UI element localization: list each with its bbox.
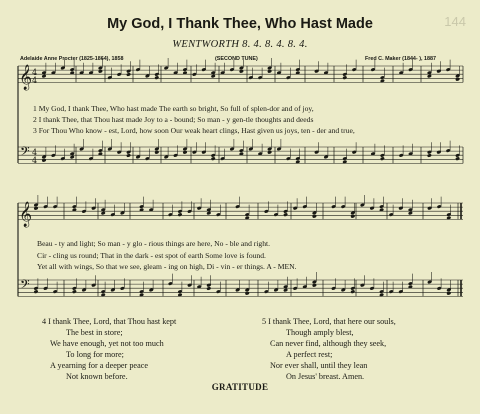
note-head xyxy=(350,290,355,294)
verse-line: The best in store; xyxy=(66,328,123,338)
verse-line: On Jesus' breast. Amen. xyxy=(286,372,365,382)
lyric-line: 1 My God, I thank Thee, Who hast made The earth so bright, So full of splen-dor and of joy, xyxy=(33,104,314,113)
note-head xyxy=(427,74,432,78)
note-head xyxy=(455,157,460,161)
bass-clef-icon: 𝄢 xyxy=(20,144,30,162)
hymn-title: My God, I Thank Thee, Who Hast Made xyxy=(107,16,373,32)
note-head xyxy=(183,150,188,154)
verse-line: Can never find, although they seek, xyxy=(270,339,387,349)
note-head xyxy=(350,214,355,218)
treble-clef-icon: 𝄞 xyxy=(19,202,33,227)
verse-line: Nor ever shall, until they lean xyxy=(270,361,368,371)
note-head xyxy=(72,290,77,294)
note-head xyxy=(239,69,244,73)
verse-4 xyxy=(42,316,176,383)
note-head xyxy=(245,291,250,295)
lyric-line: Beau - ty and light; So man - y glo - rious things are here, No - ble and right. xyxy=(37,239,271,248)
verse-line: 4 I thank Thee, Lord, that Thou hast kept xyxy=(42,317,177,326)
lyric-line: Cir - cling us round; That in the dark - est spot of earth Some love is found. xyxy=(37,250,266,260)
note-head xyxy=(206,211,211,215)
note-head xyxy=(34,206,39,210)
page-number: 144 xyxy=(444,14,466,29)
note-head xyxy=(34,290,39,294)
bass-clef-icon: 𝄢 xyxy=(20,277,30,295)
composer-credit: Fred C. Maker (1844- ), 1887 xyxy=(365,56,437,62)
note-head xyxy=(178,213,183,217)
time-signature: 4 xyxy=(32,68,38,77)
lyrics-system-1 xyxy=(33,103,355,136)
note-head xyxy=(126,153,131,157)
treble-clef-icon: 𝄞 xyxy=(19,65,33,90)
category-label: GRATITUDE xyxy=(211,382,269,392)
note-head xyxy=(211,157,216,161)
note-head xyxy=(154,76,159,80)
verse-line: Not known before. xyxy=(66,372,128,382)
verse-line: A perfect rest; xyxy=(286,350,333,360)
note-head xyxy=(312,283,317,287)
note-head xyxy=(98,69,103,73)
lyric-line: 2 I thank Thee, that Thou hast made Joy to a - bound; So man - y gen-tle thoughts and deeds xyxy=(33,115,314,124)
note-head xyxy=(267,150,272,154)
note-head xyxy=(408,211,413,215)
note-head xyxy=(283,213,288,217)
note-head xyxy=(380,157,385,161)
note-head xyxy=(455,77,460,81)
note-head xyxy=(70,155,75,159)
note-head xyxy=(42,74,47,78)
lyric-line: 3 For Thou Who know - est, Lord, how soon Our weak heart clings, Hast given us joys, ten - der and true, xyxy=(33,126,355,135)
note-head xyxy=(101,211,106,215)
note-head xyxy=(42,158,47,162)
tune-name: WENTWORTH 8. 4. 8. 4. 8. 4. xyxy=(172,39,308,50)
author-credit: Adelaide Anne Procter (1825-1864), 1858 xyxy=(20,56,124,62)
note-head xyxy=(427,153,432,157)
note-head xyxy=(446,291,451,295)
lyric-line: Yet all with wings, So that we see, gleam - ing on high, Di - vin - er things. A - MEN. xyxy=(37,262,297,271)
note-head xyxy=(206,286,211,290)
note-head xyxy=(283,288,288,292)
lyrics-system-2 xyxy=(37,238,297,273)
verse-line: We have enough, yet not too much xyxy=(50,339,164,349)
time-signature: 4 xyxy=(32,156,38,165)
note-head xyxy=(211,74,216,78)
time-signature: 4 xyxy=(32,76,38,85)
time-signature: 4 xyxy=(32,148,38,157)
note-head xyxy=(126,72,131,76)
verse-line: To long for more; xyxy=(66,350,124,360)
note-head xyxy=(342,76,347,80)
verse-line: 5 I thank Thee, Lord, that here our souls, xyxy=(262,317,396,326)
note-head xyxy=(312,214,317,218)
verse-line: A yearning for a deeper peace xyxy=(50,361,148,371)
note-head xyxy=(154,150,159,154)
second-tune-label: (SECOND TUNE) xyxy=(215,56,258,62)
verse-line: Though amply blest, xyxy=(286,328,354,338)
note-head xyxy=(267,69,272,73)
verse-5 xyxy=(262,316,396,383)
